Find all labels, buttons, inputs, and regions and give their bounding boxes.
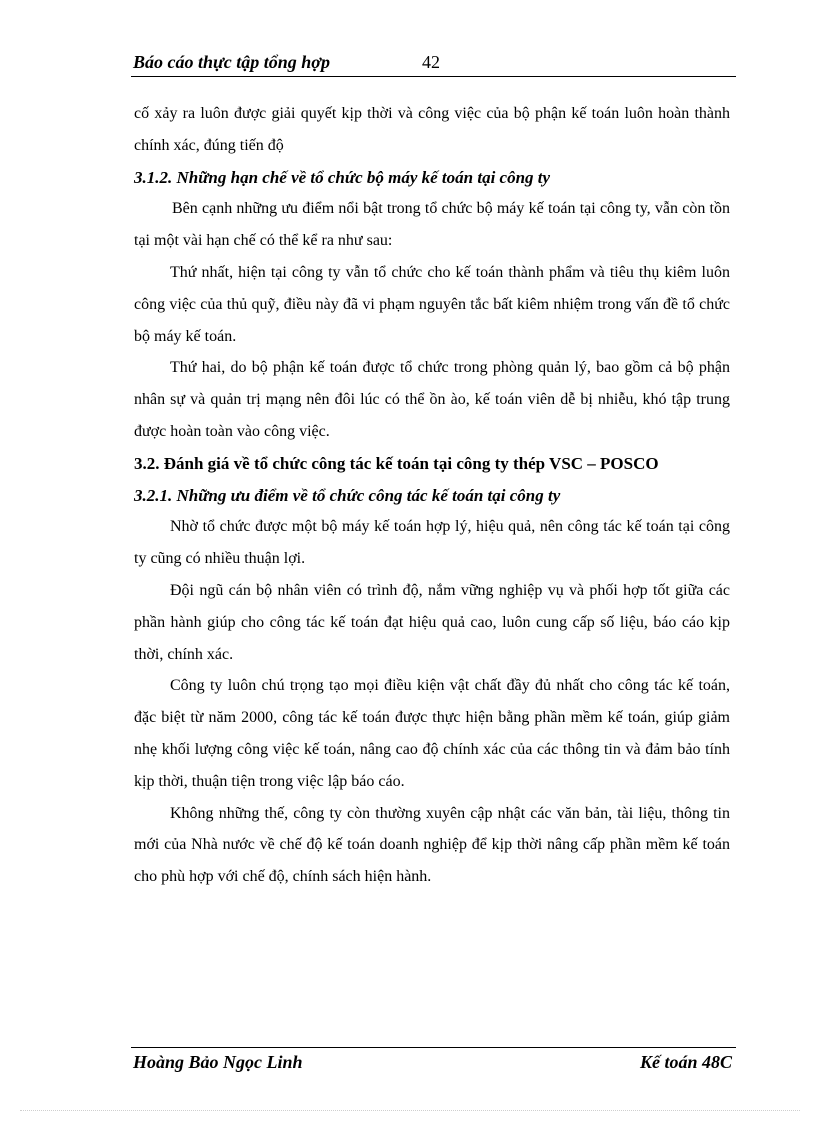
page-header [131, 50, 736, 77]
page-bottom-divider [20, 1110, 800, 1111]
footer-author: Hoàng Bảo Ngọc Linh [133, 1052, 303, 1072]
paragraph: Bên cạnh những ưu điểm nổi bật trong tổ chức bộ máy kế toán tại công ty, vẫn còn tồn tại một vài hạn chế có thể kể ra như sau: [134, 200, 730, 250]
page-footer [131, 1047, 736, 1078]
section-heading-3-2: 3.2. Đánh giá về tổ chức công tác kế toán tại công ty thép VSC – POSCO [134, 453, 659, 473]
paragraph: Công ty luôn chú trọng tạo mọi điều kiện vật chất đầy đủ nhất cho công tác kế toán, đặc biệt từ năm 2000, công tác kế toán được thực hiện bằng phần mềm kế toán, giúp giảm nhẹ khối lượng công việc kế toán, nâng cao độ chính xác của các thông tin và đảm bảo tính kịp thời, thuận tiện trong việc lập báo cáo. [134, 677, 730, 790]
document-body [134, 98, 730, 893]
paragraph: Nhờ tổ chức được một bộ máy kế toán hợp lý, hiệu quả, nên công tác kế toán tại công ty cũng có nhiều thuận lợi. [134, 518, 730, 568]
paragraph: Thứ nhất, hiện tại công ty vẫn tổ chức cho kế toán thành phẩm và tiêu thụ kiêm luôn công việc của thủ quỹ, điều này đã vi phạm nguyên tắc bất kiêm nhiệm trong vấn đề tổ chức bộ máy kế toán. [134, 263, 730, 345]
paragraph: Thứ hai, do bộ phận kế toán được tổ chức trong phòng quản lý, bao gồm cả bộ phận nhân sự và quản trị mạng nên đôi lúc có thể ồn ào, kế toán viên dễ bị nhiễu, khó tập trung được hoàn toàn vào công việc. [134, 359, 730, 440]
footer-class: Kế toán 48C [639, 1052, 732, 1072]
paragraph: Không những thế, công ty còn thường xuyên cập nhật các văn bản, tài liệu, thông tin mới của Nhà nước về chế độ kế toán doanh nghiệp để kịp thời nâng cấp phần mềm kế toán cho phù hợp với chế độ, chính sách hiện hành. [134, 804, 730, 886]
paragraph: cố xảy ra luôn được giải quyết kịp thời và công việc của bộ phận kế toán luôn hoàn thành chính xác, đúng tiến độ [134, 105, 730, 154]
header-title: Báo cáo thực tập tổng hợp [133, 52, 330, 72]
page-number: 42 [422, 52, 440, 72]
paragraph: Đội ngũ cán bộ nhân viên có trình độ, nắm vững nghiệp vụ và phối hợp tốt giữa các phần hành giúp cho công tác kế toán đạt hiệu quả cao, luôn cung cấp số liệu, báo cáo kịp thời, chính xác. [134, 581, 730, 663]
section-heading-3-1-2: 3.1.2. Những hạn chế về tổ chức bộ máy kế toán tại công ty [134, 167, 551, 187]
section-heading-3-2-1: 3.2.1. Những ưu điểm về tổ chức công tác kế toán tại công ty [134, 485, 561, 505]
